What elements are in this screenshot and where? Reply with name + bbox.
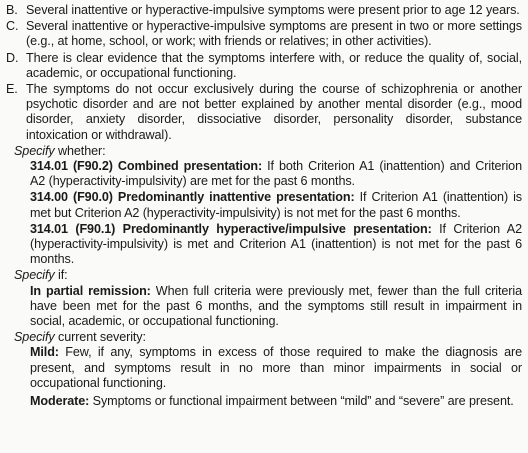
criterion-d — [4, 51, 522, 81]
specify-rest: current severity: — [54, 330, 146, 345]
severity-moderate — [30, 394, 522, 409]
criterion-c — [4, 19, 522, 49]
specify-word: Specify — [14, 268, 55, 283]
specify-if-heading — [14, 268, 522, 283]
subtype-heading: 314.01 (F90.1) Predominantly hyperactive/impulsive presentation: — [30, 221, 432, 236]
severity-mild — [30, 345, 522, 391]
hyperactive-presentation — [30, 222, 522, 268]
subtype-heading: 314.00 (F90.0) Predominantly inattentive presentation: — [30, 190, 355, 205]
partial-remission — [30, 284, 522, 330]
severity-heading: Mild: — [30, 345, 59, 360]
specify-rest: whether: — [54, 143, 106, 158]
criterion-letter: B. — [6, 3, 18, 17]
severity-heading: Moderate: — [30, 394, 90, 409]
specify-whether-heading — [14, 144, 522, 159]
criterion-text: The symptoms do not occur exclusively during the course of schizophrenia or another psychotic disorder and are not better explained by another mental disorder (e.g., mood disorder, anxiety disorder, dissociative disorder, personality disorder, substance intoxication or withdrawal). — [26, 82, 522, 142]
criterion-letter: D. — [6, 50, 19, 65]
criterion-text: Several inattentive or hyperactive-impulsive symptoms were present prior to age 12 years. — [26, 3, 520, 17]
document-body — [4, 3, 522, 410]
subtype-text: If Criterion A1 (inattention) is met but Criterion A2 (hyperactivity-impulsivity) is not met for the past 6 months. — [30, 190, 523, 220]
specify-rest: if: — [54, 268, 68, 283]
severity-text: Few, if any, symptoms in excess of those required to make the diagnosis are present, and symptoms result in no more than minor impairments in social or occupational functioning. — [30, 345, 522, 390]
subtype-text: When full criteria were previously met, fewer than the full criteria have been met for the past 6 months, and the symptoms still result in impairment in social, academic, or occupational functioning. — [30, 283, 522, 329]
subtype-heading: In partial remission: — [30, 283, 151, 298]
subtype-text: If both Criterion A1 (inattention) and Criterion A2 (hyperactivity-impulsivity) are met for the past 6 months. — [30, 159, 522, 189]
specify-severity-heading — [14, 330, 522, 345]
criterion-letter: C. — [6, 19, 19, 34]
criterion-e — [4, 82, 522, 143]
specify-word: Specify — [14, 143, 55, 158]
severity-text: Symptoms or functional impairment between “mild” and “severe” are present. — [89, 394, 514, 409]
inattentive-presentation — [30, 190, 522, 220]
subtype-text: If Criterion A2 (hyperactivity-impulsivity) is met and Criterion A1 (inattention) is not met for the past 6 months. — [30, 221, 522, 267]
criterion-letter: E. — [6, 82, 18, 97]
criterion-text: There is clear evidence that the symptoms interfere with, or reduce the quality of, social, academic, or occupational functioning. — [26, 50, 522, 80]
criterion-text: Several inattentive or hyperactive-impulsive symptoms are present in two or more settings (e.g., at home, school, or work; with friends or relatives; in other activities). — [26, 19, 522, 49]
subtype-heading: 314.01 (F90.2) Combined presentation: — [30, 159, 263, 174]
criterion-b — [4, 3, 522, 18]
specify-word: Specify — [14, 330, 55, 345]
combined-presentation — [30, 159, 522, 189]
